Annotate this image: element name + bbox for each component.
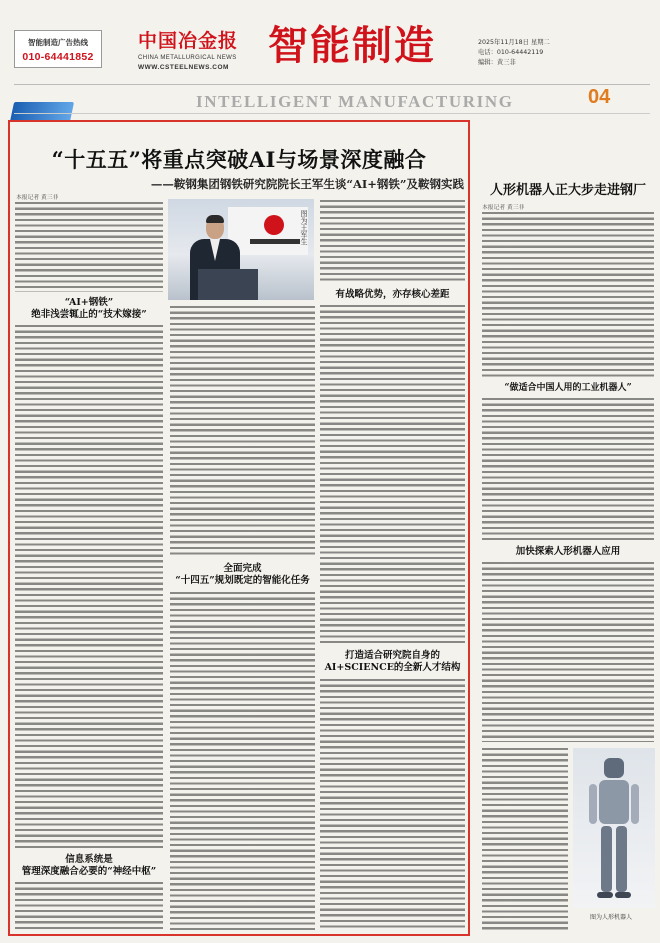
logo-english: CHINA METALLURGICAL NEWS [138, 55, 237, 61]
portrait-photo [168, 199, 314, 300]
ad-title: 智能制造广告热线 [28, 38, 88, 47]
section-head-info-system [15, 854, 163, 878]
head-line: “十四五”规划既定的智能化任务 [175, 575, 310, 586]
body-text [15, 325, 163, 849]
body-text [482, 562, 654, 742]
head-line: “AI+钢铁” [64, 297, 114, 308]
robot-torso [599, 780, 629, 824]
head-line: 管理深度融合必要的“神经中枢” [21, 866, 157, 877]
head-line: 绝非浅尝辄止的“技术嫁接” [31, 309, 147, 320]
head-line: 有战略优势，亦存核心差距 [335, 289, 450, 300]
newspaper-logo [138, 26, 262, 71]
ad-phone: 010-64441852 [22, 51, 94, 63]
head-line: 加快探索人形机器人应用 [515, 546, 621, 557]
header-divider-lower [14, 113, 650, 114]
body-text [320, 200, 465, 284]
side-article-byline: 本报记者 黄三非 [482, 205, 525, 211]
body-text [15, 202, 163, 292]
section-english-title: INTELLIGENT MANUFACTURING [196, 92, 514, 111]
head-line: 打造适合研究院自身的 [344, 650, 440, 661]
issue-info [478, 38, 650, 68]
photo-caption: 图为王军生 [300, 210, 308, 245]
ad-hotline-box [14, 30, 102, 68]
section-head-ai-steel [15, 297, 163, 321]
humanoid-robot-photo [573, 748, 655, 908]
section-head-14th-plan [170, 563, 315, 587]
head-line: 全面完成 [223, 563, 262, 574]
robot-photo-caption: 图为人形机器人 [589, 914, 632, 921]
main-article-subtitle: ——鞍钢集团钢铁研究院院长王军生谈“AI+钢铁”及鞍钢实践 [150, 177, 464, 191]
page-number: 04 [588, 86, 611, 108]
date-line: 2025年11月18日 星期二 [478, 39, 550, 46]
main-article-title: “十五五”将重点突破AI与场景深度融合 [51, 147, 427, 172]
head-line: “做适合中国人用的工业机器人” [504, 383, 632, 393]
editor-line: 编辑：黄三非 [478, 59, 516, 66]
logo-chinese: 中国冶金报 [138, 30, 239, 52]
side-head-industrial-robot [482, 382, 654, 394]
body-text [482, 398, 654, 540]
logo-url: WWW.CSTEELNEWS.COM [138, 64, 229, 71]
section-masthead: 智能制造 [268, 22, 436, 69]
head-line: 信息系统是 [65, 854, 113, 865]
body-text [320, 679, 465, 930]
head-line: AI+SCIENCE的全新人才结构 [324, 662, 461, 673]
side-head-humanoid-application [482, 546, 654, 558]
section-head-strategic-advantage [320, 289, 465, 301]
body-text [482, 212, 654, 378]
company-logo-icon [264, 215, 284, 235]
main-article-byline: 本报记者 黄三非 [16, 195, 59, 201]
body-text [320, 305, 465, 645]
body-text [170, 306, 315, 558]
side-article-title: 人形机器人正大步走进钢厂 [489, 183, 646, 198]
section-badge-graphic [10, 102, 74, 122]
body-text [15, 882, 163, 930]
phone-line: 电话：010-64442119 [478, 49, 544, 56]
section-head-talent-structure [320, 650, 465, 674]
robot-head-icon [604, 758, 624, 778]
header-divider [14, 84, 650, 85]
body-text [170, 592, 315, 930]
body-text [482, 748, 568, 930]
